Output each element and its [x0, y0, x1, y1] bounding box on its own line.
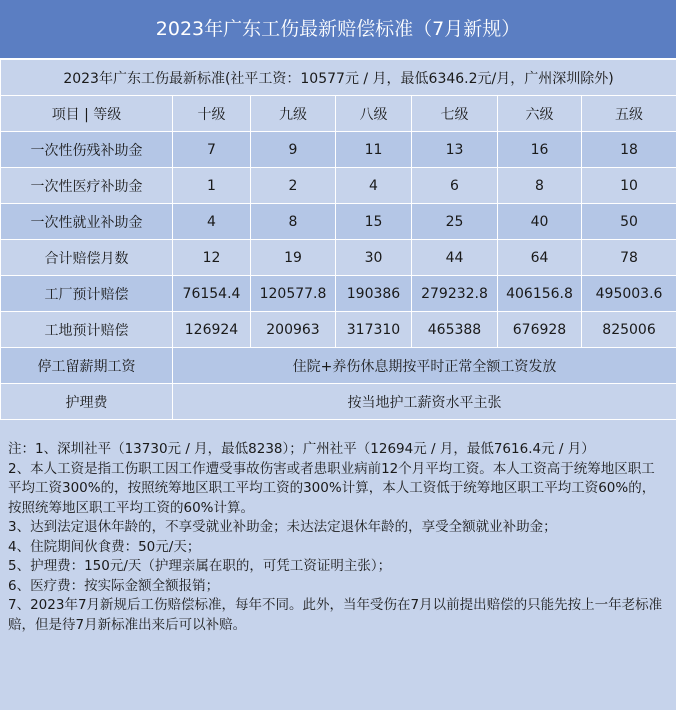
- table-cell: 126924: [173, 312, 251, 348]
- compensation-table: [0, 59, 676, 420]
- subtitle-row: [1, 60, 676, 96]
- table-cell: 7: [173, 132, 251, 168]
- header-cell: 九级: [251, 96, 336, 132]
- table-cell: 200963: [251, 312, 336, 348]
- table-row: [1, 312, 676, 348]
- row-label: 一次性就业补助金: [1, 204, 173, 240]
- note-item: 3、达到法定退休年龄的，不享受就业补助金；未达法定退休年龄的，享受全额就业补助金；: [8, 519, 557, 535]
- table-row: [1, 384, 676, 420]
- row-label: 一次性医疗补助金: [1, 168, 173, 204]
- table-row: [1, 276, 676, 312]
- row-label: 护理费: [1, 384, 173, 420]
- notes-section: [0, 420, 676, 635]
- note-item: 6、医疗费：按实际金额全额报销；: [8, 577, 220, 594]
- page-title: 2023年广东工伤最新赔偿标准（7月新规）: [0, 0, 676, 59]
- row-label: 工地预计赔偿: [1, 312, 173, 348]
- table-cell: 住院+养伤休息期按平时正常全额工资发放: [173, 348, 676, 384]
- table-cell: 10: [582, 168, 676, 204]
- table-cell: 495003.6: [582, 276, 676, 312]
- table-cell: 76154.4: [173, 276, 251, 312]
- note-item: 5、护理费：150元/天（护理亲属在职的，可凭工资证明主张）；: [8, 558, 392, 574]
- row-label: 一次性伤残补助金: [1, 132, 173, 168]
- note-item: 7、2023年7月新规后工伤赔偿标准，每年不同。此外，当年受伤在7月以前提出赔偿的只能先按上一年老标准赔，但是待7月新标准出来后可以补赔。: [8, 597, 663, 633]
- table-cell: 1: [173, 168, 251, 204]
- table-cell: 40: [498, 204, 582, 240]
- table-cell: 120577.8: [251, 276, 336, 312]
- table-cell: 8: [498, 168, 582, 204]
- row-label: 合计赔偿月数: [1, 240, 173, 276]
- table-row: [1, 240, 676, 276]
- table-cell: 18: [582, 132, 676, 168]
- table-cell: 4: [336, 168, 412, 204]
- header-cell: 七级: [412, 96, 498, 132]
- table-cell: 64: [498, 240, 582, 276]
- header-cell: 项目 | 等级: [1, 96, 173, 132]
- table-cell: 30: [336, 240, 412, 276]
- table-cell: 78: [582, 240, 676, 276]
- table-row: [1, 204, 676, 240]
- table-cell: 13: [412, 132, 498, 168]
- table-cell: 16: [498, 132, 582, 168]
- table-cell: 406156.8: [498, 276, 582, 312]
- table-cell: 44: [412, 240, 498, 276]
- header-cell: 八级: [336, 96, 412, 132]
- table-row: [1, 168, 676, 204]
- table-cell: 6: [412, 168, 498, 204]
- table-cell: 825006: [582, 312, 676, 348]
- table-cell: 8: [251, 204, 336, 240]
- row-label: 停工留薪期工资: [1, 348, 173, 384]
- note-item: 2、本人工资是指工伤职工因工作遭受事故伤害或者患职业病前12个月平均工资。本人工资高于统筹地区职工平均工资300%的，按照统筹地区职工平均工资的300%计算，本人工资低于统筹地区职工平均工资60%的，按照统筹地区职工平均工资的60%计算。: [8, 460, 656, 516]
- header-cell: 十级: [173, 96, 251, 132]
- table-cell: 25: [412, 204, 498, 240]
- note-item: 4、住院期间伙食费：50元/天；: [8, 538, 201, 555]
- table-row: [1, 348, 676, 384]
- table-cell: 11: [336, 132, 412, 168]
- table-cell: 2: [251, 168, 336, 204]
- table-cell: 190386: [336, 276, 412, 312]
- table-cell: 465388: [412, 312, 498, 348]
- table-cell: 19: [251, 240, 336, 276]
- table-row: [1, 132, 676, 168]
- table-cell: 9: [251, 132, 336, 168]
- row-label: 工厂预计赔偿: [1, 276, 173, 312]
- table-cell: 15: [336, 204, 412, 240]
- table-cell: 50: [582, 204, 676, 240]
- table-cell: 4: [173, 204, 251, 240]
- header-cell: 六级: [498, 96, 582, 132]
- note-item: 注：1、深圳社平（13730元 / 月，最低8238）；广州社平（12694元 / 月，最低7616.4元 / 月）: [8, 441, 595, 457]
- table-cell: 676928: [498, 312, 582, 348]
- table-cell: 279232.8: [412, 276, 498, 312]
- table-cell: 按当地护工薪资水平主张: [173, 384, 676, 420]
- table-cell: 317310: [336, 312, 412, 348]
- table-cell: 12: [173, 240, 251, 276]
- header-row: [1, 96, 676, 132]
- header-cell: 五级: [582, 96, 676, 132]
- table-subtitle: 2023年广东工伤最新标准(社平工资：10577元 / 月，最低6346.2元/月，广州深圳除外): [1, 60, 676, 96]
